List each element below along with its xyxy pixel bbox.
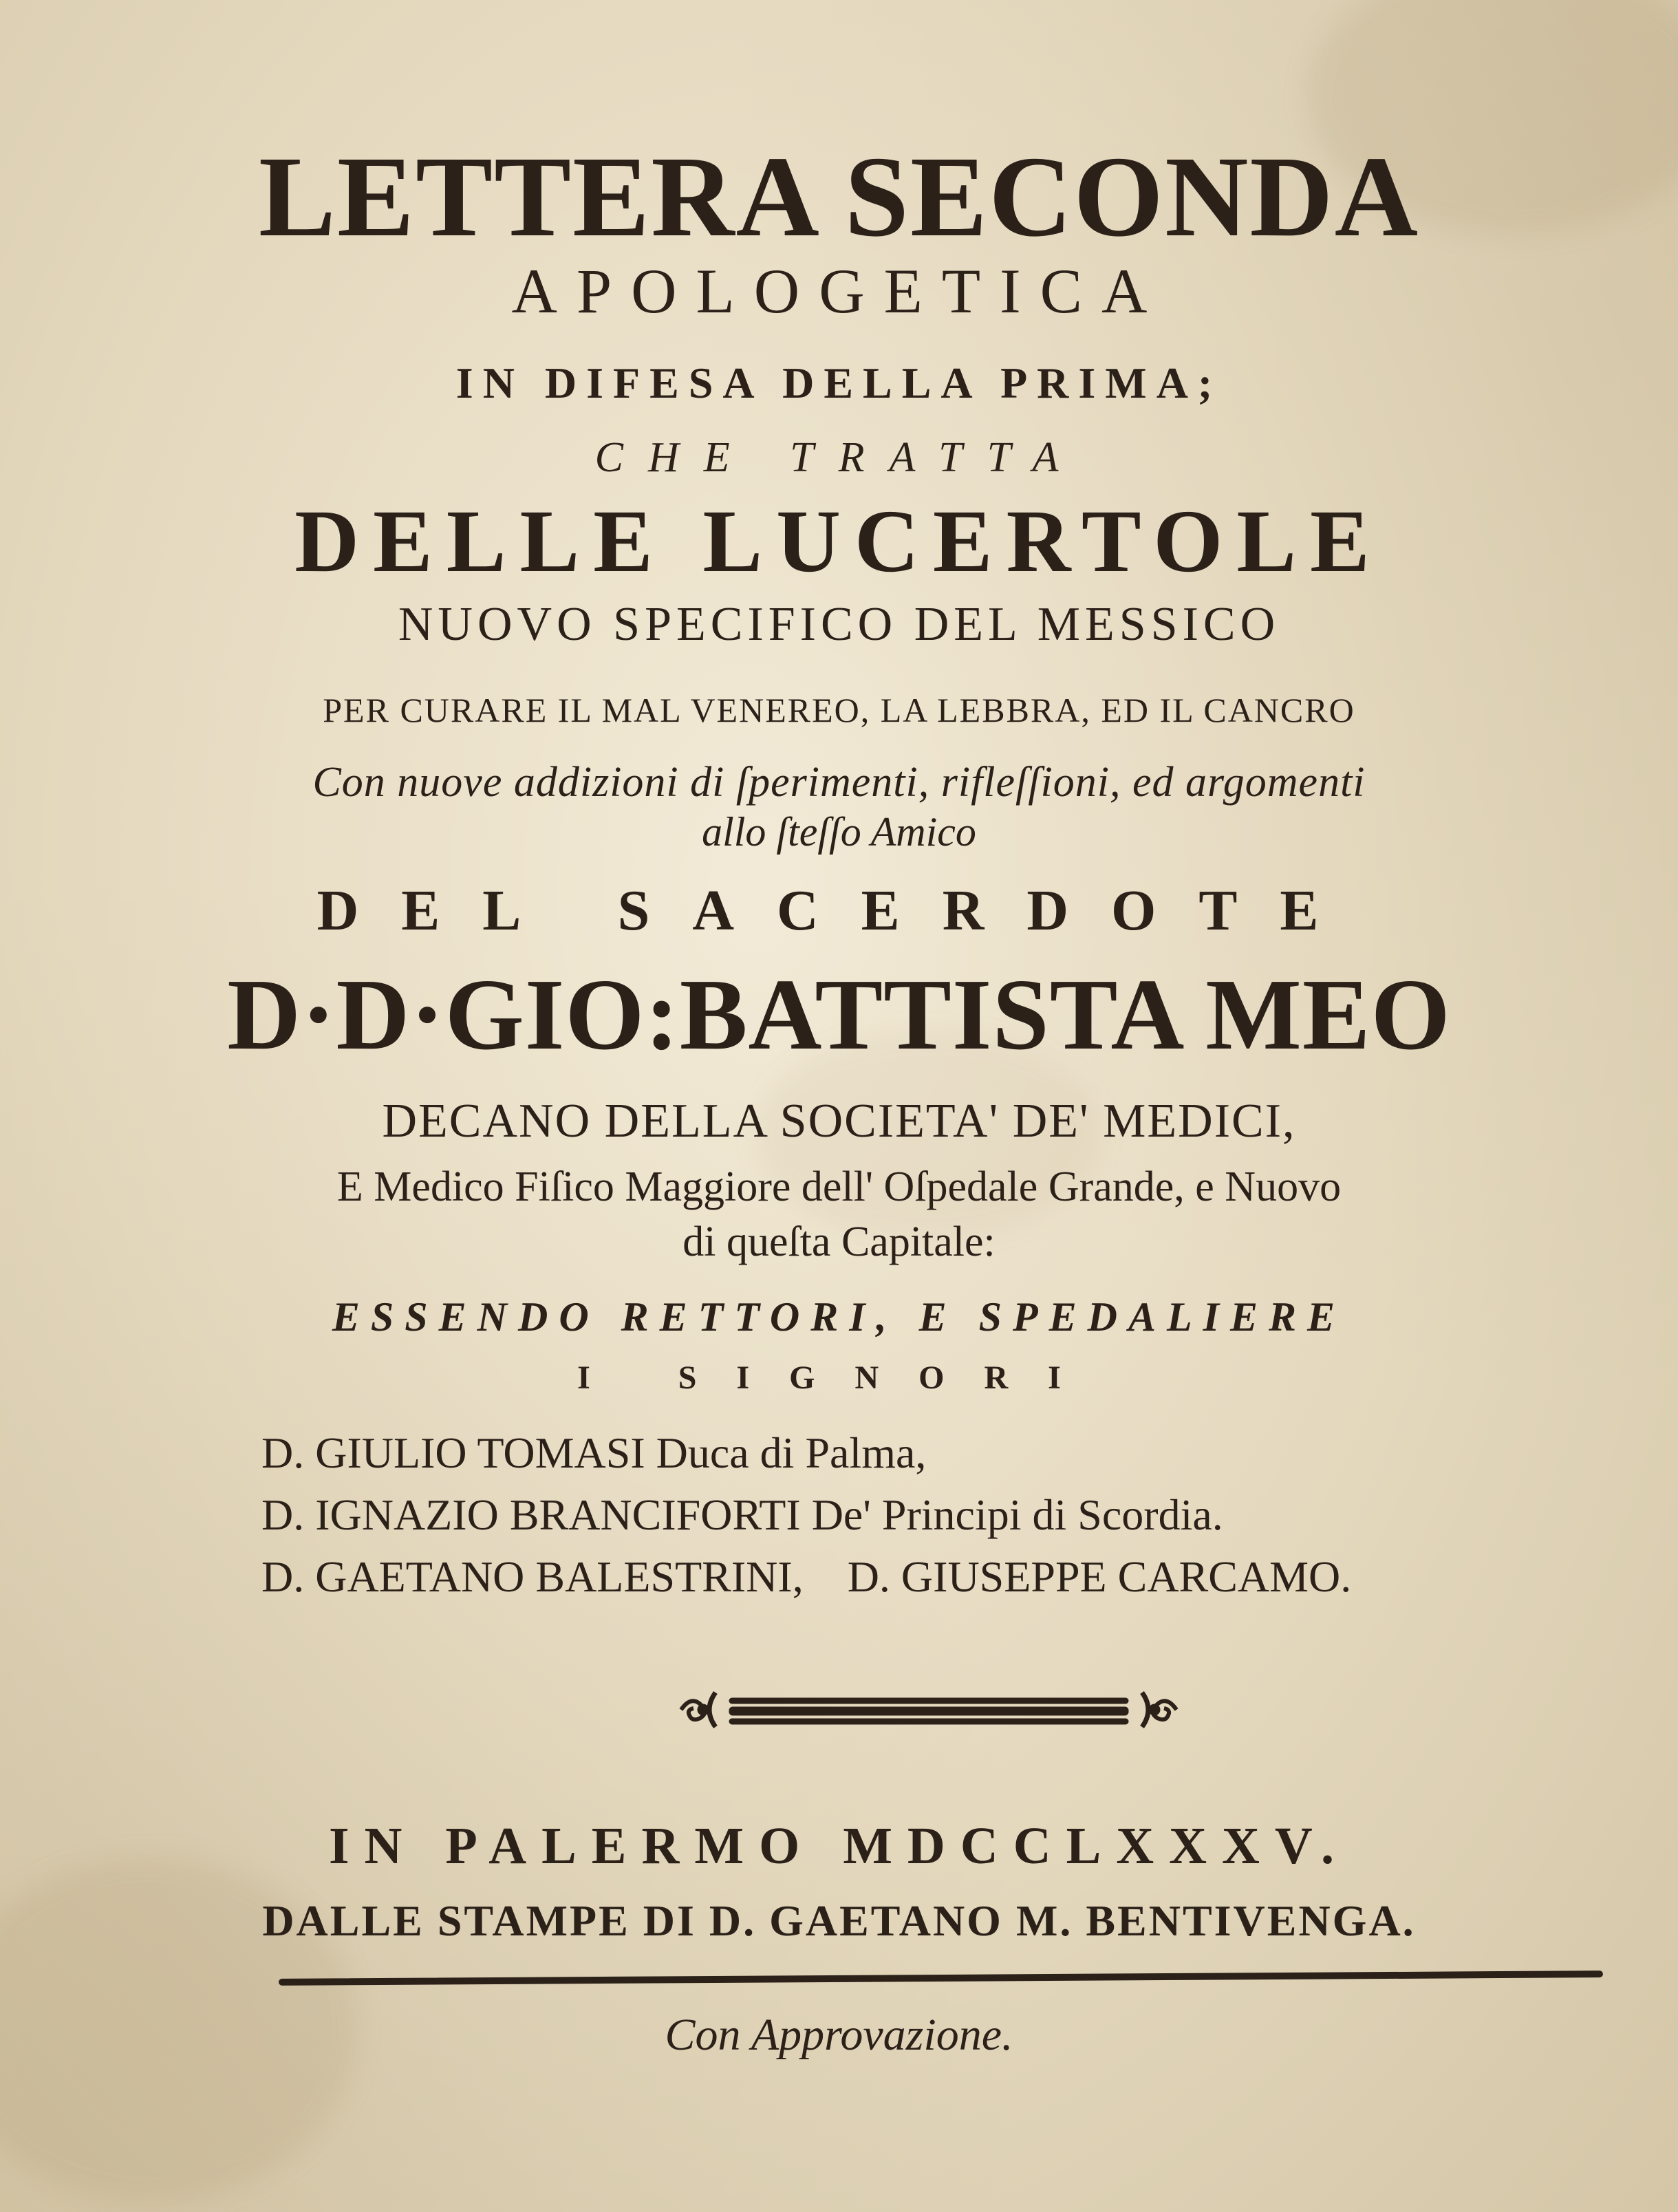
author-name: D·D·GIO:BATTISTA MEO — [227, 958, 1451, 1071]
name-line-2: D. IGNAZIO BRANCIFORTI De' Principi di Scordia. — [261, 1490, 1223, 1539]
printers-ornament — [667, 1679, 1190, 1741]
subtitle-apologetica: APOLOGETICA — [511, 256, 1167, 326]
name-line-3: D. GAETANO BALESTRINI, D. GIUSEPPE CARCAMO. — [261, 1552, 1352, 1601]
line-addizioni-1: Con nuove addizioni di ſperimenti, rifleſſioni, ed argomenti — [312, 759, 1366, 806]
line-medico-fisico-2: di queſta Capitale: — [682, 1218, 996, 1265]
name-line-1: D. GIULIO TOMASI Duca di Palma, — [261, 1428, 927, 1477]
line-medico-fisico-1: E Medico Fiſico Maggiore dell' Oſpedale Grande, e Nuovo — [336, 1163, 1342, 1210]
imprint-printer: DALLE STAMPE DI D. GAETANO M. BENTIVENGA. — [262, 1896, 1416, 1945]
line-essendo-rettori: ESSENDO RETTORI, E SPEDALIERE — [332, 1294, 1346, 1340]
line-che-tratta: CHE TRATTA — [594, 434, 1084, 481]
title-lettera-seconda: LETTERA SECONDA — [258, 133, 1420, 261]
line-in-difesa: IN DIFESA DELLA PRIMA; — [455, 358, 1223, 407]
line-addizioni-2: allo ſteſſo Amico — [702, 809, 976, 855]
line-i-signori: I SIGNORI — [577, 1360, 1101, 1396]
line-delle-lucertole: DELLE LUCERTOLE — [294, 492, 1384, 591]
line-nuovo-specifico: NUOVO SPECIFICO DEL MESSICO — [398, 598, 1280, 651]
line-con-approvazione: Con Approvazione. — [665, 2010, 1013, 2060]
imprint-place-year: IN PALERMO MDCCLXXXV. — [328, 1817, 1350, 1875]
line-per-curare: PER CURARE IL MAL VENEREO, LA LEBBRA, ED IL CANCRO — [323, 691, 1355, 729]
line-del-sacerdote: DEL SACERDOTE — [316, 879, 1362, 943]
divider-rule — [279, 1971, 1603, 1986]
line-decano: DECANO DELLA SOCIETA' DE' MEDICI, — [382, 1095, 1296, 1148]
